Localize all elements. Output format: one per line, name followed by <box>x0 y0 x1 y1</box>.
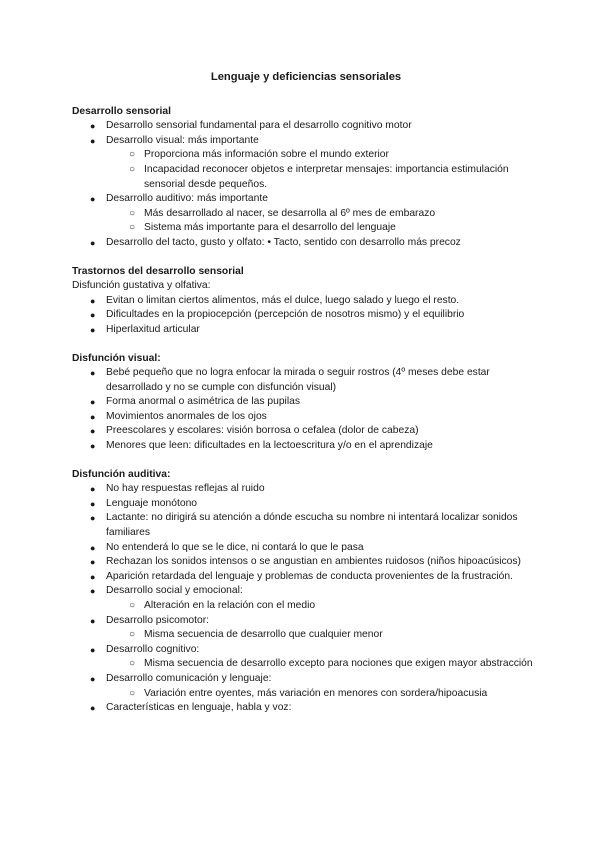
list-item: ● Movimientos anormales de los ojos <box>72 410 540 425</box>
hollow-bullet-icon: ○ <box>129 658 136 670</box>
bullet-icon: ● <box>90 484 96 495</box>
list-item: ● Menores que leen: dificultades en la lectoescritura y/o en el aprendizaje <box>72 439 540 454</box>
section-disfuncion-visual <box>72 352 540 454</box>
section-heading: Desarrollo sensorial <box>72 105 172 117</box>
list-item: ● Desarrollo social y emocional: <box>72 584 540 599</box>
list-item: ● Evitan o limitan ciertos alimentos, más el dulce, luego salado y luego el resto. <box>72 294 540 309</box>
sub-list-item: ○ Variación entre oyentes, más variación en menores con sordera/hipoacusia <box>72 687 540 702</box>
section-desarrollo-sensorial <box>72 105 540 251</box>
bullet-icon: ● <box>90 644 96 655</box>
section-heading: Disfunción auditiva: <box>72 468 171 480</box>
bullet-icon: ● <box>90 542 96 553</box>
bullet-icon: ● <box>90 513 96 524</box>
bullet-icon: ● <box>90 673 96 684</box>
list-item: ● Lactante: no dirigirá su atención a dónde escucha su nombre ni intentará localizar sonidos familiares <box>90 512 518 539</box>
bullet-icon: ● <box>90 411 96 422</box>
bullet-icon: ● <box>90 368 96 379</box>
hollow-bullet-icon: ○ <box>129 149 136 161</box>
sub-list-item: ○ Incapacidad reconocer objetos e interpretar mensajes: importancia estimulación sensorial desde pequeños. <box>129 163 509 190</box>
list-item: ● Desarrollo cognitivo: <box>72 643 540 658</box>
bullet-icon: ● <box>90 135 96 146</box>
bullet-icon: ● <box>90 586 96 597</box>
section-heading: Disfunción visual: <box>72 352 161 364</box>
bullet-icon: ● <box>90 295 96 306</box>
list-item: ● Desarrollo auditivo: más importante <box>72 192 540 207</box>
list-item: ● Características en lenguaje, habla y voz: <box>72 701 540 716</box>
list-item: ● Bebé pequeño que no logra enfocar la mirada o seguir rostros (4º meses debe estar desarrollado y no se cumple con disfunción visual) <box>90 367 490 393</box>
hollow-bullet-icon: ○ <box>129 600 136 611</box>
list-item: ● Lenguaje monótono <box>72 497 540 512</box>
list-item: ● Hiperlaxitud articular <box>72 323 540 338</box>
list-item: ● Desarrollo sensorial fundamental para el desarrollo cognitivo motor <box>72 119 540 134</box>
bullet-icon: ● <box>90 498 96 509</box>
section-heading: Trastornos del desarrollo sensorial <box>72 265 244 277</box>
section-trastornos <box>72 265 540 338</box>
list-item: ● Desarrollo psicomotor: <box>72 614 540 629</box>
sub-list-item: ○ Sistema más importante para el desarrollo del lenguaje <box>72 221 540 236</box>
sub-list-item: ○ Más desarrollado al nacer, se desarrolla al 6º mes de embarazo <box>72 207 540 222</box>
bullet-icon: ● <box>90 703 96 714</box>
hollow-bullet-icon: ○ <box>129 207 136 219</box>
bullet-icon: ● <box>90 441 96 452</box>
bullet-icon: ● <box>90 397 96 408</box>
page-title: Lenguaje y deficiencias sensoriales <box>210 71 402 83</box>
list-item: ● Dificultades en la propiocepción (percepción de nosotros mismo) y el equilibrio <box>72 308 540 323</box>
hollow-bullet-icon: ○ <box>129 222 136 234</box>
bullet-icon: ● <box>90 237 96 248</box>
hollow-bullet-icon: ○ <box>129 629 136 641</box>
list-item: ● Aparición retardada del lenguaje y problemas de conducta provenientes de la frustración. <box>72 570 540 585</box>
sub-list-item: ○ Misma secuencia de desarrollo que cualquier menor <box>72 628 540 643</box>
section-disfuncion-auditiva <box>72 468 540 716</box>
bullet-list <box>72 294 540 338</box>
bullet-icon: ● <box>90 324 96 335</box>
bullet-icon: ● <box>90 615 96 626</box>
sub-list-item: ○ Alteración en la relación con el medio <box>72 599 540 614</box>
list-item: ● Preescolares y escolares: visión borrosa o cefalea (dolor de cabeza) <box>72 424 540 439</box>
bullet-list <box>72 366 540 454</box>
bullet-icon: ● <box>90 571 96 582</box>
list-item: ● No hay respuestas reflejas al ruido <box>72 482 540 497</box>
list-item: ● Forma anormal o asimétrica de las pupilas <box>72 395 540 410</box>
list-item: ● Desarrollo comunicación y lenguaje: <box>72 672 540 687</box>
list-item: ● Desarrollo visual: más importante <box>72 134 540 149</box>
bullet-icon: ● <box>90 121 96 132</box>
hollow-bullet-icon: ○ <box>129 687 136 699</box>
list-item: ● No entenderá lo que se le dice, ni contará lo que le pasa <box>72 541 540 556</box>
bullet-icon: ● <box>90 194 96 205</box>
list-item: ● Rechazan los sonidos intensos o se angustian en ambientes ruidosos (niños hipoacúsicos) <box>72 555 540 570</box>
bullet-icon: ● <box>90 557 96 568</box>
bullet-icon: ● <box>90 426 96 437</box>
section-intro: Disfunción gustativa y olfativa: <box>72 280 211 292</box>
sub-list-item: ○ Misma secuencia de desarrollo excepto para nociones que exigen mayor abstracción <box>72 657 540 672</box>
list-item: ● Desarrollo del tacto, gusto y olfato: • Tacto, sentido con desarrollo más precoz <box>72 236 540 251</box>
bullet-icon: ● <box>90 310 96 321</box>
sub-list-item: ○ Proporciona más información sobre el mundo exterior <box>72 148 540 163</box>
bullet-list <box>72 119 540 250</box>
bullet-list <box>72 482 540 716</box>
hollow-bullet-icon: ○ <box>129 163 136 175</box>
